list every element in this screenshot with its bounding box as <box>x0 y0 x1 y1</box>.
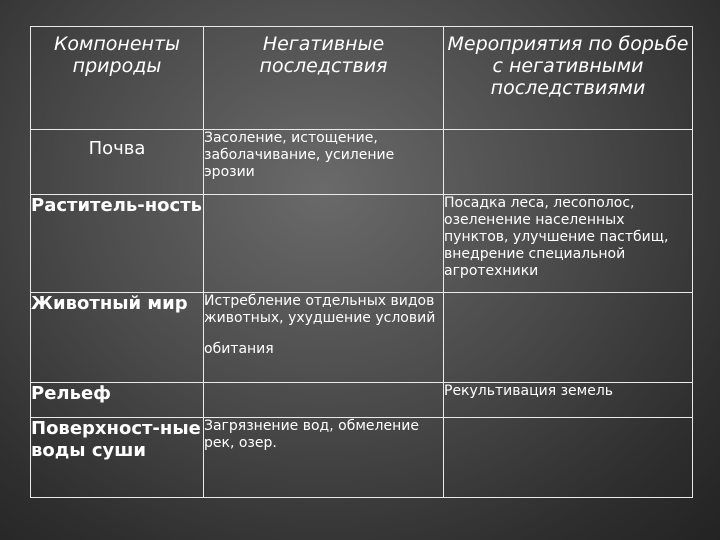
nature-impact-table <box>30 26 693 498</box>
table-row <box>31 418 693 498</box>
table-row <box>31 130 693 195</box>
component-cell: Поверхност-ные воды суши <box>31 418 204 498</box>
consequences-cell <box>204 195 444 293</box>
table-row <box>31 293 693 383</box>
table-row <box>31 195 693 293</box>
consequences-cell: Загрязнение вод, обмеление рек, озер. <box>204 418 444 498</box>
header-components: Компоненты природы <box>31 27 204 130</box>
component-cell: Рельеф <box>31 383 204 418</box>
component-cell: Животный мир <box>31 293 204 383</box>
consequences-cell: Засоление, истощение, заболачивание, усиление эрозии <box>204 130 444 195</box>
component-cell: Раститель-ность <box>31 195 204 293</box>
measures-cell <box>444 418 693 498</box>
consequences-text-tail: обитания <box>204 341 274 357</box>
consequences-text: Истребление отдельных видов животных, ухудшение условий <box>204 293 436 326</box>
consequences-cell <box>204 383 444 418</box>
table-header-row <box>31 27 693 130</box>
measures-cell: Рекультивация земель <box>444 383 693 418</box>
header-measures: Мероприятия по борьбе с негативными последствиями <box>444 27 693 130</box>
measures-cell <box>444 130 693 195</box>
measures-cell <box>444 293 693 383</box>
header-consequences: Негативные последствия <box>204 27 444 130</box>
consequences-cell <box>204 293 444 383</box>
table-row <box>31 383 693 418</box>
measures-cell: Посадка леса, лесополос, озеленение населенных пунктов, улучшение пастбищ, внедрение специальной агротехники <box>444 195 693 293</box>
component-cell: Почва <box>31 130 204 195</box>
